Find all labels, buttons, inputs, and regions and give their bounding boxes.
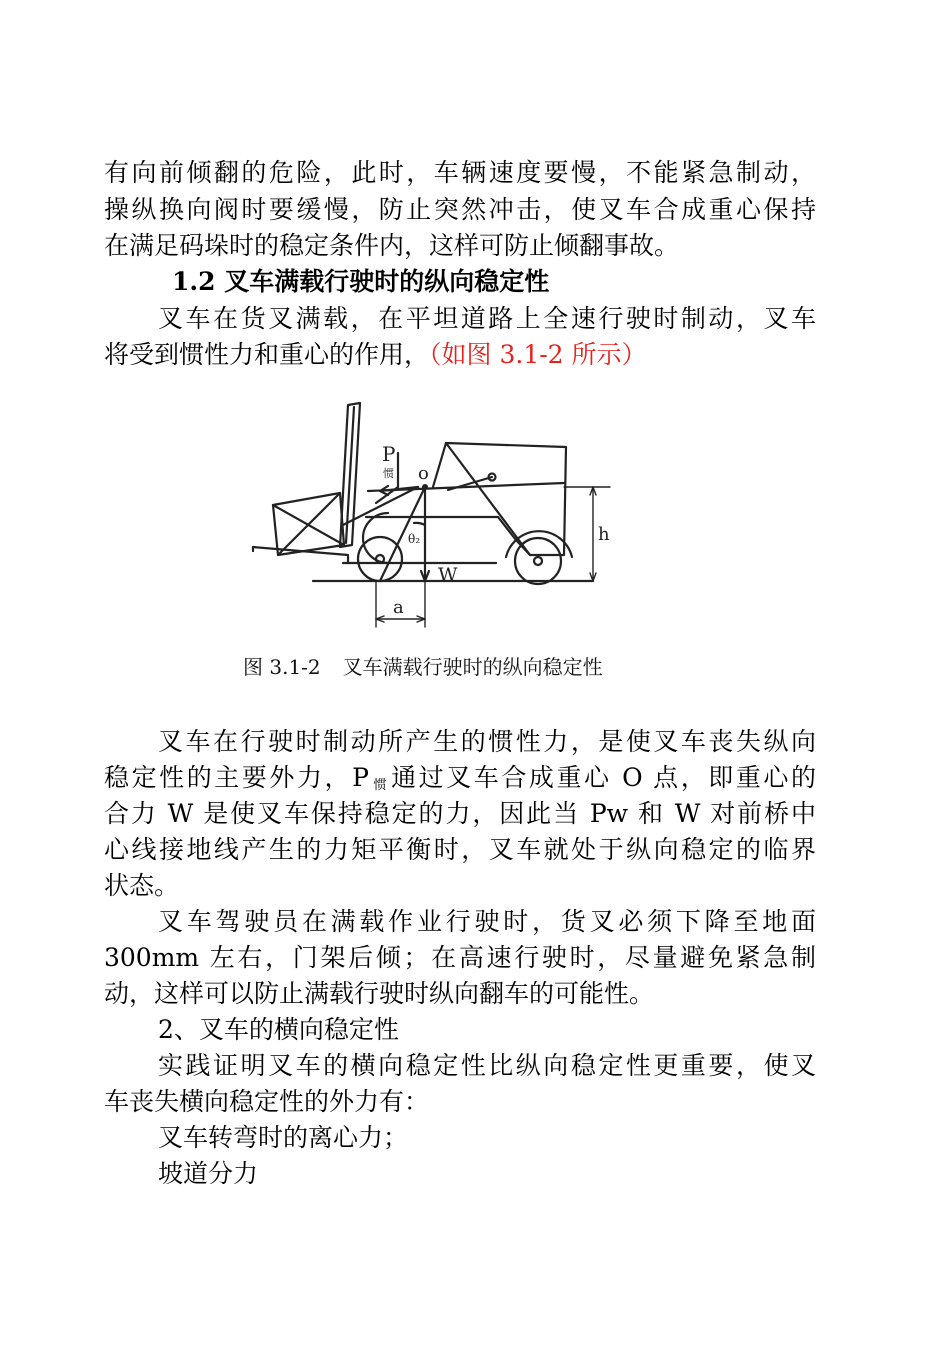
fork-arm — [253, 547, 348, 563]
para2-line-1: 叉车在行驶时制动所产生的惯性力，是使叉车丧失纵向 — [158, 727, 816, 756]
figure-caption — [243, 654, 603, 680]
forklift-figure — [248, 395, 618, 635]
para2-line-3: 合力 W 是使叉车保持稳定的力，因此当 Pw 和 W 对前桥中 — [104, 799, 816, 828]
para2-line-4: 心线接地线产生的力矩平衡时，叉车就处于纵向稳定的临界 — [104, 835, 816, 864]
para1-line-2-text: 将受到惯性力和重心的作用， — [104, 340, 430, 369]
para1-line-1: 叉车在货叉满载，在平坦道路上全速行驶时制动，叉车 — [158, 304, 816, 333]
label-a: a — [393, 597, 404, 618]
label-p-sub: 惯 — [383, 467, 394, 480]
para4-line-2: 车丧失横向稳定性的外力有： — [104, 1087, 430, 1116]
label-theta: θ₂ — [408, 532, 421, 546]
list-item-centrifugal: 叉车转弯时的离心力； — [158, 1123, 409, 1152]
rear-wheel — [515, 538, 561, 584]
list-item-slope: 坡道分力 — [158, 1159, 259, 1188]
para3-line-3: 动，这样可以防止满载行驶时纵向翻车的可能性。 — [104, 979, 655, 1008]
caption-text: 叉车满载行驶时的纵向稳定性 — [342, 655, 603, 679]
para2-line-5: 状态。 — [104, 871, 180, 900]
forklift-diagram — [248, 395, 618, 635]
para2-line-2a: 稳定性的主要外力，P — [104, 763, 369, 792]
front-wheel — [358, 537, 402, 581]
para1-line-2 — [104, 338, 816, 372]
label-h: h — [598, 524, 610, 545]
cab-front — [433, 443, 446, 487]
cab-body — [446, 443, 566, 555]
intro-line-3: 在满足码垛时的稳定条件内，这样可防止倾翻事故。 — [104, 231, 680, 260]
section2-heading: 2、叉车的横向稳定性 — [158, 1015, 399, 1044]
caption-number: 图 3.1-2 — [243, 655, 321, 679]
label-p: P — [382, 442, 396, 466]
theta-arc — [414, 523, 425, 525]
rear-wheel-hub — [534, 557, 542, 565]
para3-line-1: 叉车驾驶员在满载作业行驶时，货叉必须下降至地面 — [158, 907, 816, 936]
section-heading: 1.2 叉车满载行驶时的纵向稳定性 — [172, 267, 550, 296]
para4-line-1: 实践证明叉车的横向稳定性比纵向稳定性更重要，使叉 — [158, 1051, 816, 1080]
label-o: o — [418, 463, 429, 484]
para2-line-2b: 通过叉车合成重心 O 点，即重心的 — [391, 763, 816, 792]
intro-line-2: 操纵换向阀时要缓慢，防止突然冲击，使叉车合成重心保持 — [104, 195, 816, 224]
para2-subscript: 惯 — [370, 778, 390, 793]
intro-line-1: 有向前倾翻的危险，此时，车辆速度要慢，不能紧急制动， — [104, 158, 816, 187]
label-w: W — [438, 564, 458, 586]
figure-reference: （如图 3.1-2 所示） — [429, 340, 647, 369]
cg-point — [422, 484, 428, 490]
para3-line-2: 300mm 左右，门架后倾；在高速行驶时，尽量避免紧急制 — [104, 943, 816, 972]
